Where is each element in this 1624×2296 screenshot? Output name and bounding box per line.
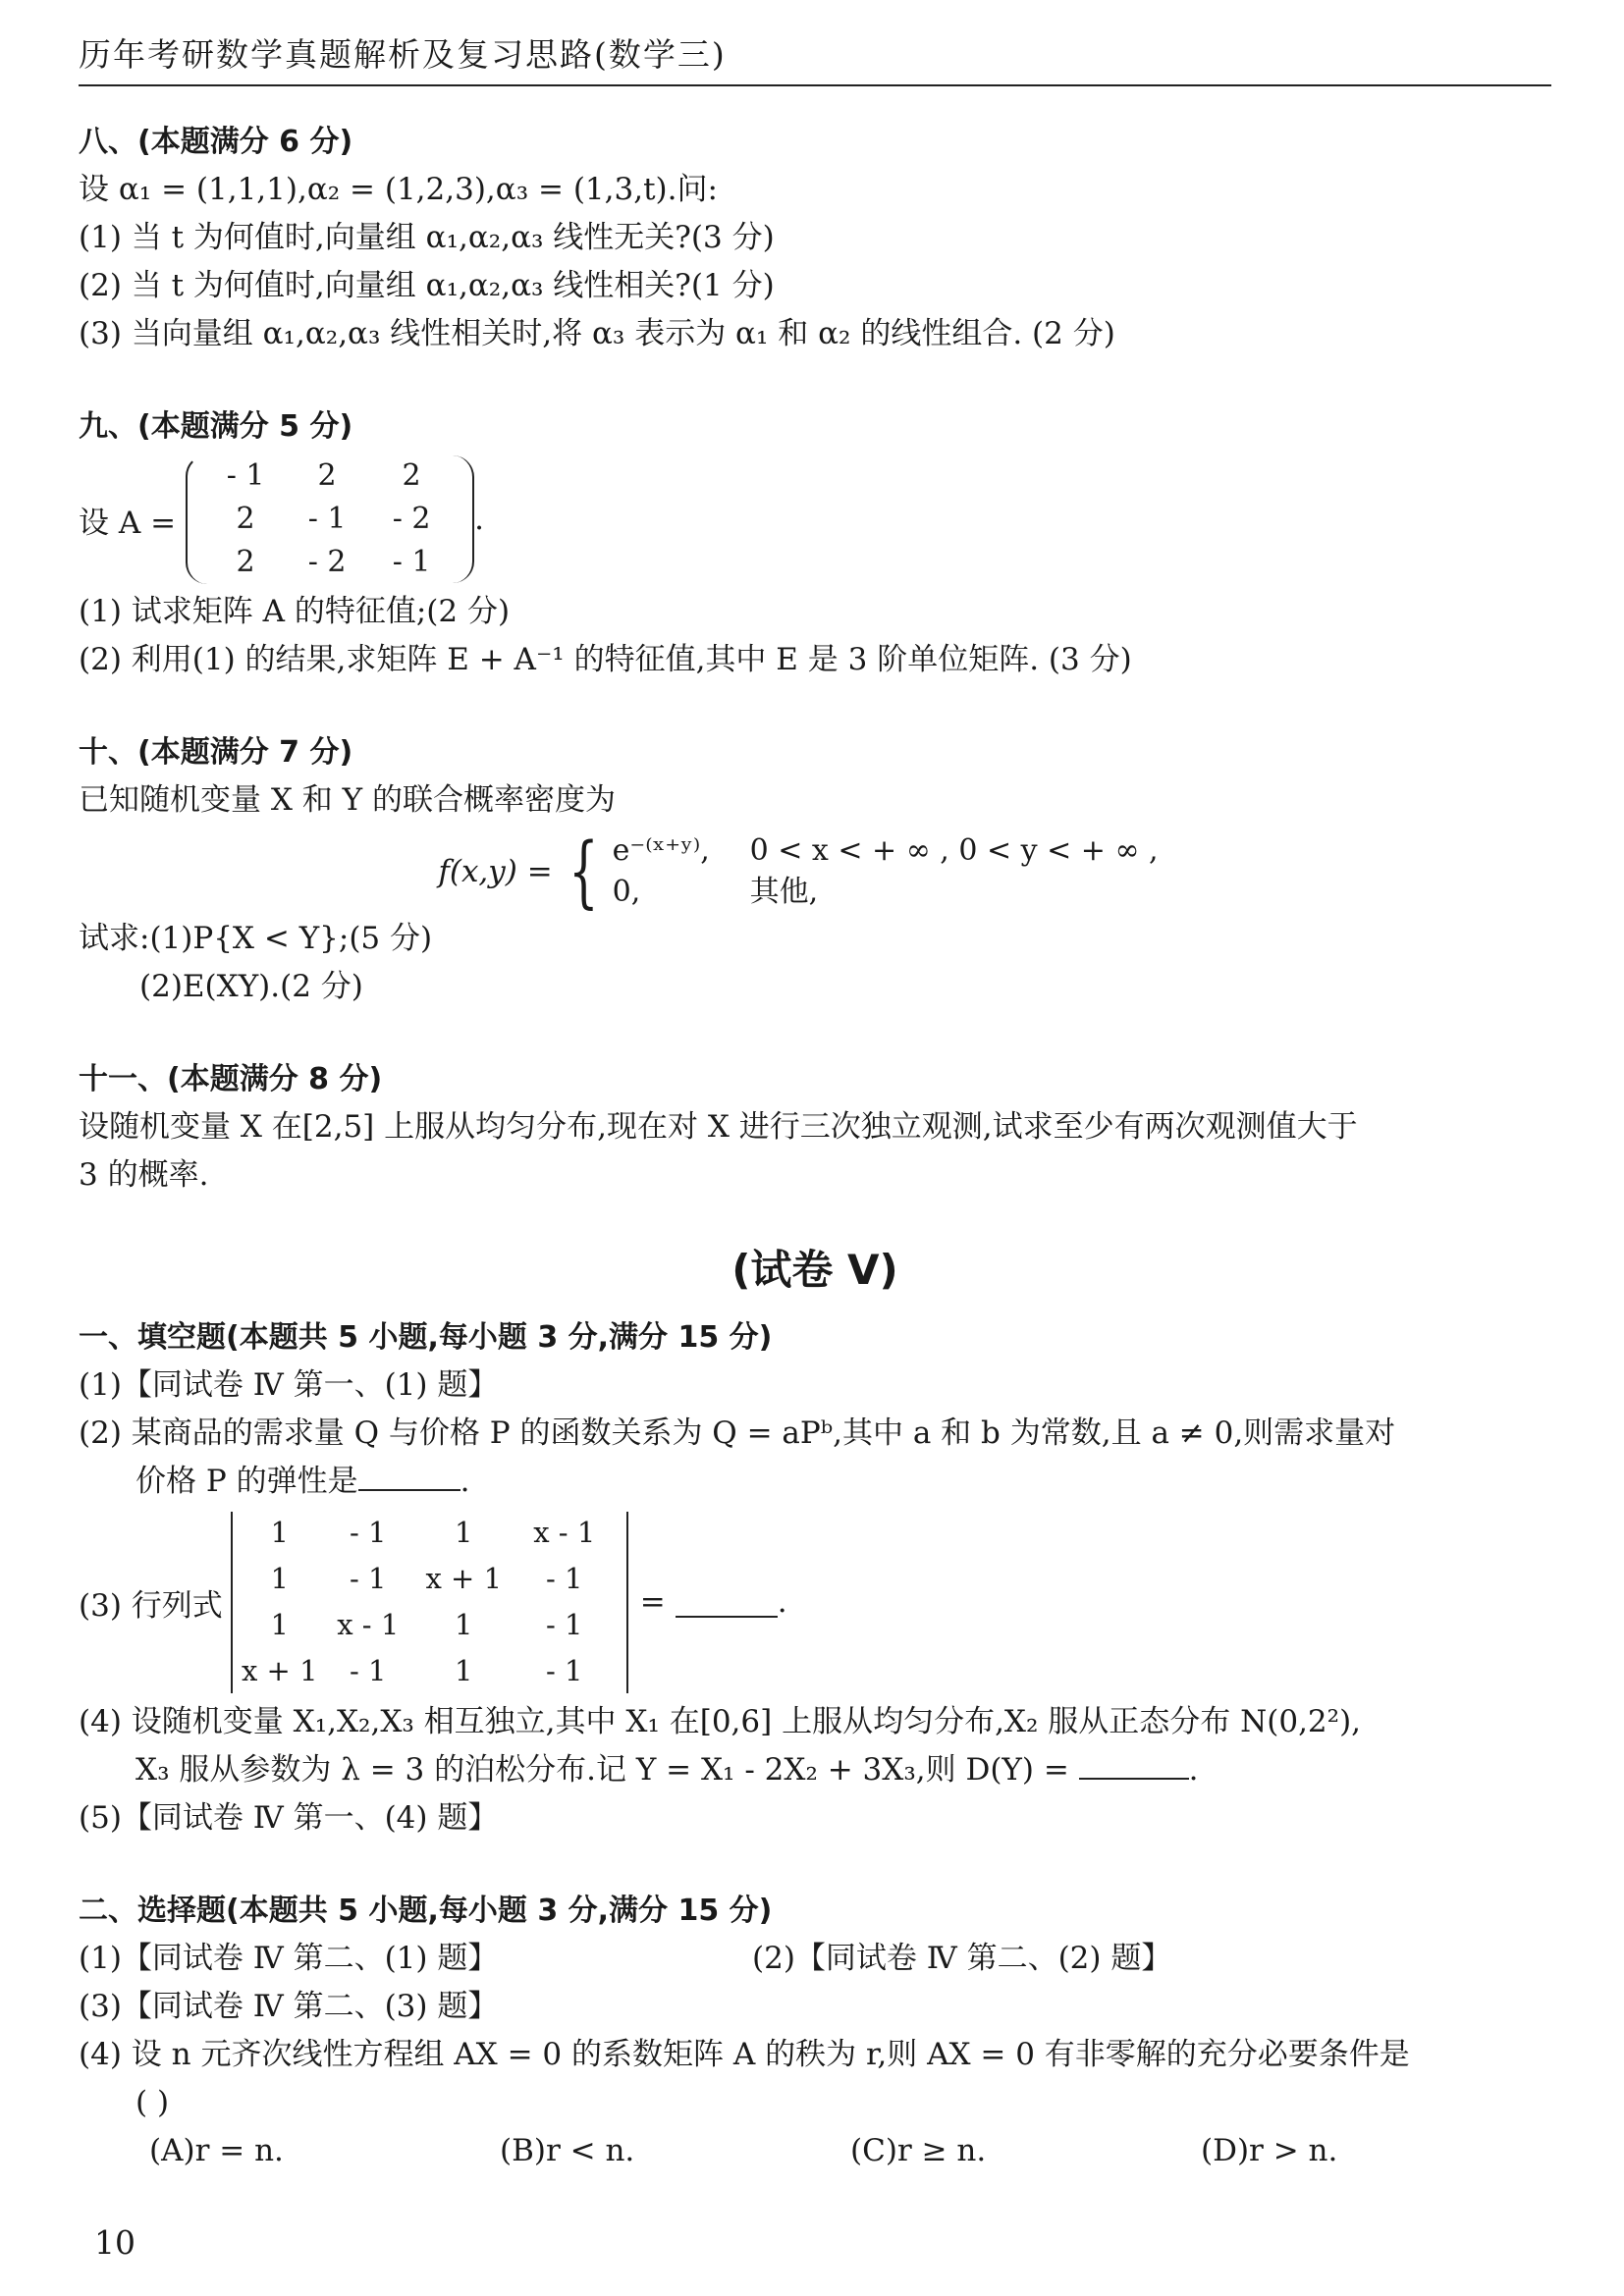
det-cell: 1 bbox=[455, 1608, 473, 1641]
q11-title: 十一、(本题满分 8 分) bbox=[79, 1062, 383, 1096]
part1-item5: (5)【同试卷 Ⅳ 第一、(4) 题】 bbox=[79, 1800, 499, 1836]
case-brace: { bbox=[568, 826, 599, 917]
q9-matrix-line bbox=[79, 454, 1551, 584]
det-cell: - 1 bbox=[546, 1654, 583, 1687]
part1-item2-line2 bbox=[79, 1458, 1551, 1506]
q8-part3: (3) 当向量组 α₁,α₂,α₃ 线性相关时,将 α₃ 表示为 α₁ 和 α₂ 的线性组合. (2 分) bbox=[79, 316, 1115, 351]
matrix-cell: 2 bbox=[236, 545, 255, 579]
q9-stem-suffix: . bbox=[474, 502, 484, 537]
q11-line2: 3 的概率. bbox=[79, 1157, 209, 1193]
det-cell: 1 bbox=[270, 1516, 289, 1549]
part1-item1: (1)【同试卷 Ⅳ 第一、(1) 题】 bbox=[79, 1367, 499, 1403]
item2-end: . bbox=[460, 1464, 470, 1499]
item2-text: 价格 P 的弹性是 bbox=[135, 1464, 358, 1499]
case2-condition: 其他, bbox=[749, 875, 819, 909]
q8-part2: (2) 当 t 为何值时,向量组 α₁,α₂,α₃ 线性相关?(1 分) bbox=[79, 268, 775, 303]
det-cell: x - 1 bbox=[533, 1516, 596, 1549]
matrix-cell: - 1 bbox=[226, 458, 265, 493]
q8-title: 八、(本题满分 6 分) bbox=[79, 125, 353, 159]
item3-equals: = bbox=[639, 1584, 666, 1620]
q9-part2: (2) 利用(1) 的结果,求矩阵 E + A⁻¹ 的特征值,其中 E 是 3 阶单位矩阵. (3 分) bbox=[79, 642, 1132, 677]
det-cell: - 1 bbox=[350, 1654, 387, 1687]
case2-value: 0, bbox=[612, 875, 641, 909]
det-cell: 1 bbox=[455, 1516, 473, 1549]
option-a: (A)r = n. bbox=[149, 2133, 284, 2168]
det-cell: x - 1 bbox=[337, 1608, 400, 1641]
paper-title: (试卷 Ⅴ) bbox=[731, 1246, 898, 1294]
det-left-bar bbox=[231, 1512, 233, 1693]
item3-determinant bbox=[241, 1510, 619, 1694]
answer-blank bbox=[676, 1586, 778, 1618]
running-header: 历年考研数学真题解析及复习思路(数学三) bbox=[79, 35, 727, 74]
part2-title: 二、选择题(本题共 5 小题,每小题 3 分,满分 15 分) bbox=[79, 1894, 773, 1928]
q11-line1: 设随机变量 X 在[2,5] 上服从均匀分布,现在对 X 进行三次独立观测,试求至少有两次观测值大于 bbox=[79, 1109, 1358, 1145]
q10-stem: 已知随机变量 X 和 Y 的联合概率密度为 bbox=[79, 782, 616, 818]
matrix-cell: - 2 bbox=[392, 502, 431, 536]
item3-label: (3) 行列式 bbox=[79, 1587, 223, 1624]
header-rule bbox=[79, 84, 1551, 86]
q8-part1: (1) 当 t 为何值时,向量组 α₁,α₂,α₃ 线性无关?(3 分) bbox=[79, 220, 775, 255]
det-cell: - 1 bbox=[350, 1562, 387, 1595]
matrix-cell: - 1 bbox=[307, 502, 347, 536]
item4-end: . bbox=[1188, 1752, 1199, 1788]
item3-end: . bbox=[777, 1584, 787, 1620]
part1-title: 一、填空题(本题共 5 小题,每小题 3 分,满分 15 分) bbox=[79, 1320, 773, 1355]
option-b: (B)r < n. bbox=[500, 2133, 635, 2168]
det-right-bar bbox=[626, 1512, 628, 1693]
option-d: (D)r > n. bbox=[1201, 2133, 1338, 2168]
part1-item4-line2 bbox=[79, 1746, 1551, 1794]
page-content bbox=[79, 118, 1551, 2175]
part2-item4-line1: (4) 设 n 元齐次线性方程组 AX = 0 的系数矩阵 A 的秩为 r,则 AX = 0 有非零解的充分必要条件是 bbox=[79, 2037, 1410, 2072]
item4-text: X₃ 服从参数为 λ = 3 的泊松分布.记 Y = X₁ - 2X₂ + 3X₃,则 D(Y) = bbox=[135, 1752, 1069, 1788]
part1-item4-line1: (4) 设随机变量 X₁,X₂,X₃ 相互独立,其中 X₁ 在[0,6] 上服从均匀分布,X₂ 服从正态分布 N(0,2²), bbox=[79, 1704, 1362, 1739]
q9-part1: (1) 试求矩阵 A 的特征值;(2 分) bbox=[79, 594, 511, 629]
det-cell: x + 1 bbox=[425, 1562, 503, 1595]
det-cell: - 1 bbox=[546, 1608, 583, 1641]
det-cell: 1 bbox=[270, 1608, 289, 1641]
det-cell: - 1 bbox=[546, 1562, 583, 1595]
q9-matrix bbox=[209, 455, 451, 583]
det-cell: x + 1 bbox=[241, 1654, 318, 1687]
formula-lhs: f(x,y) = bbox=[438, 854, 553, 889]
matrix-cell: 2 bbox=[236, 502, 255, 536]
part2-item3: (3)【同试卷 Ⅳ 第二、(3) 题】 bbox=[79, 1989, 499, 2024]
case1-condition: 0 < x < + ∞ , 0 < y < + ∞ , bbox=[749, 833, 1159, 868]
formula-cases bbox=[613, 830, 1192, 913]
matrix-cell: - 1 bbox=[392, 545, 431, 579]
q10-ask2: (2)E(XY).(2 分) bbox=[139, 969, 363, 1004]
part2-items-1-2 bbox=[79, 1935, 1551, 1983]
case1-value: e⁻⁽ˣ⁺ʸ⁾, bbox=[612, 833, 710, 868]
option-c: (C)r ≥ n. bbox=[850, 2133, 987, 2168]
q10-title: 十、(本题满分 7 分) bbox=[79, 735, 353, 770]
part1-item2-line1: (2) 某商品的需求量 Q 与价格 P 的函数关系为 Q = aPᵇ,其中 a 和 b 为常数,且 a ≠ 0,则需求量对 bbox=[79, 1415, 1396, 1451]
det-cell: 1 bbox=[270, 1562, 289, 1595]
answer-blank bbox=[1079, 1748, 1189, 1780]
part2-item4-paren: ( ) bbox=[135, 2085, 170, 2120]
q9-title: 九、(本题满分 5 分) bbox=[79, 409, 353, 444]
q9-stem-prefix: 设 A = bbox=[79, 505, 177, 541]
right-paren bbox=[451, 455, 474, 583]
det-cell: - 1 bbox=[350, 1516, 387, 1549]
answer-blank bbox=[358, 1460, 460, 1491]
part2-item4-options bbox=[79, 2127, 1551, 2175]
matrix-cell: - 2 bbox=[307, 545, 347, 579]
det-cell: 1 bbox=[455, 1654, 473, 1687]
page-number: 10 bbox=[94, 2223, 135, 2262]
matrix-cell: 2 bbox=[402, 458, 421, 493]
q8-stem: 设 α₁ = (1,1,1),α₂ = (1,2,3),α₃ = (1,3,t).问: bbox=[79, 172, 718, 207]
part1-item3 bbox=[79, 1510, 1551, 1694]
q10-density-formula bbox=[79, 826, 1551, 917]
q10-ask1: 试求:(1)P{X < Y};(5 分) bbox=[79, 921, 433, 956]
part2-item1: (1)【同试卷 Ⅳ 第二、(1) 题】 bbox=[79, 1941, 499, 1976]
left-paren bbox=[186, 454, 209, 584]
matrix-cell: 2 bbox=[317, 458, 337, 493]
part2-item2: (2)【同试卷 Ⅳ 第二、(2) 题】 bbox=[752, 1941, 1172, 1976]
